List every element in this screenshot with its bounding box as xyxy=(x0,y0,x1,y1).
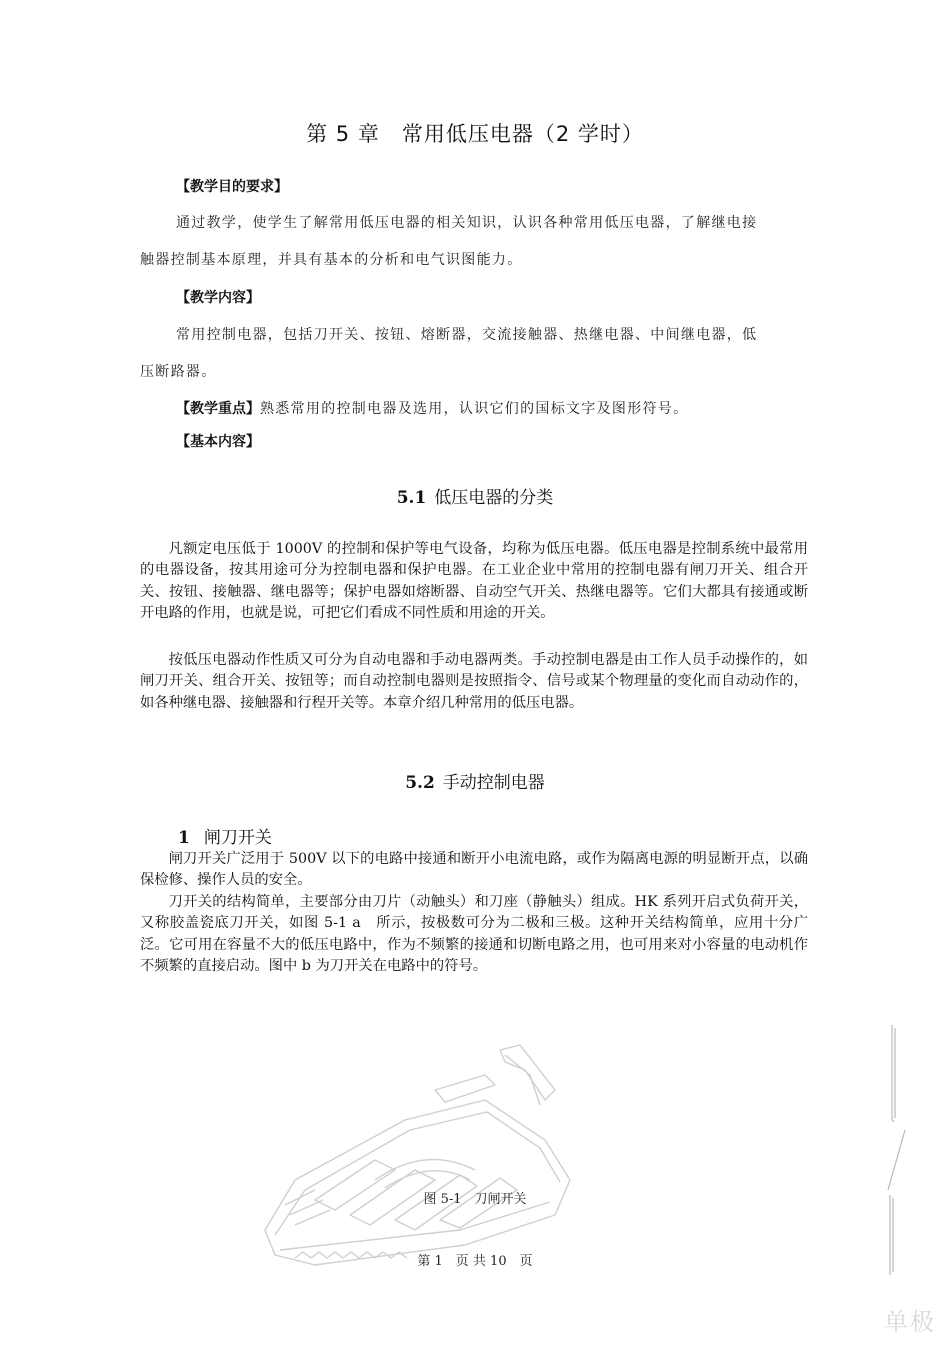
section-number: 5.2 xyxy=(405,773,435,793)
focus-heading: 【教学重点】 xyxy=(176,401,260,417)
section-title: 手动控制电器 xyxy=(442,773,545,793)
content-line-1: 常用控制电器，包括刀开关、按钮、熔断器，交流接触器、热继电器、中间继电器，低 xyxy=(176,327,758,343)
subsection-heading xyxy=(178,823,272,848)
section-5-1-paragraph-2: 按低压电器动作性质又可分为自动电器和手动电器两类。手动控制电器是由工作人员手动操作的，如闸刀开关、组合开关、按钮等；而自动控制电器则是按照指令、信号或某个物理量的变化而自动动作的，如各种继电器、接触器和行程开关等。本章介绍几种常用的低压电器。 xyxy=(140,652,808,711)
content-heading: 【教学内容】 xyxy=(176,290,260,306)
switch-symbol-figure xyxy=(870,1020,915,1280)
page-footer: 第 1 页 共 10 页 xyxy=(417,1254,533,1269)
content-line-2: 压断路器。 xyxy=(140,364,217,380)
focus-row xyxy=(176,398,688,418)
section-5-2-paragraph-2: 刀开关的结构简单，主要部分由刀片（动触头）和刀座（静触头）组成。HK 系列开启式负荷开关，又称胶盖瓷底刀开关，如图 5-1 a 所示，按极数可分为二极和三极。这种开关结构简单，应用十分广泛。它可用在容量不大的低压电路中，作为不频繁的接通和切断电路之用，也可用来对小容量的电动机作不频繁的直接启动。图中 b 为刀开关在电路中的符号。 xyxy=(140,894,808,974)
basic-heading: 【基本内容】 xyxy=(176,434,260,450)
section-5-2-heading xyxy=(0,768,950,793)
section-number: 5.1 xyxy=(396,488,427,508)
knife-switch-figure xyxy=(255,1030,585,1280)
section-5-2-paragraph-1: 闸刀开关广泛用于 500V 以下的电路中接通和断开小电流电路，或作为隔离电源的明显断开点，以确保检修、操作人员的安全。 xyxy=(140,851,808,889)
subsection-number: 1 xyxy=(178,828,190,848)
section-5-1-heading xyxy=(0,483,950,508)
objectives-heading: 【教学目的要求】 xyxy=(176,179,288,195)
section-5-1-paragraph-1: 凡额定电压低于 1000V 的控制和保护等电气设备，均称为低压电器。低压电器是控制系统中最常用的电器设备，按其用途可分为控制电器和保护电器。在工业企业中常用的控制电器有闸刀开关、组合开关、按钮、接触器、继电器等；保护电器如熔断器、自动空气开关、热继电器等。它们大都具有接通或断开电路的作用，也就是说，可把它们看成不同性质和用途的开关。 xyxy=(140,541,808,621)
objectives-line-1: 通过教学，使学生了解常用低压电器的相关知识，认识各种常用低压电器，了解继电接 xyxy=(176,215,758,231)
section-title: 低压电器的分类 xyxy=(434,488,554,508)
figure-caption: 图 5-1 刀闸开关 xyxy=(423,1192,527,1207)
watermark-text: 单极 xyxy=(884,1308,936,1336)
objectives-line-2: 触器控制基本原理，并具有基本的分析和电气识图能力。 xyxy=(140,252,523,268)
page-title: 第 5 章 常用低压电器（2 学时） xyxy=(306,122,644,146)
subsection-title: 闸刀开关 xyxy=(203,828,272,848)
focus-text: 熟悉常用的控制电器及选用，认识它们的国标文字及图形符号。 xyxy=(260,401,689,417)
